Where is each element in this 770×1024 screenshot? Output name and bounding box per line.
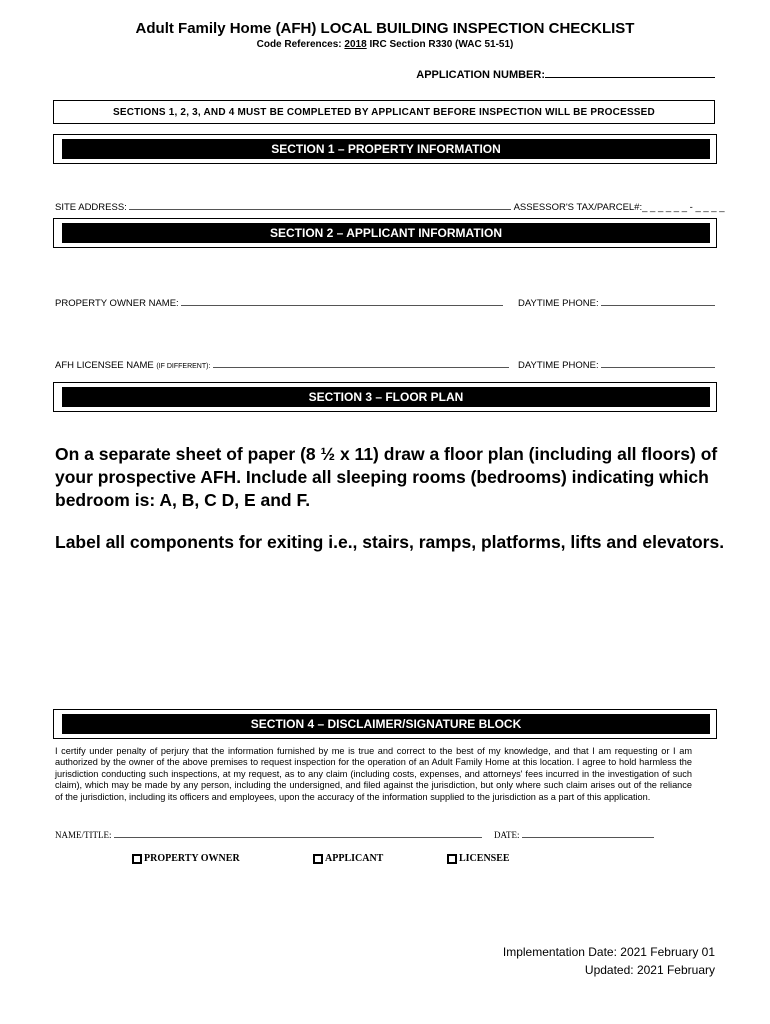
checkbox-applicant[interactable] <box>313 853 383 864</box>
licensee-field[interactable] <box>213 358 509 368</box>
section-1-heading: SECTION 1 – PROPERTY INFORMATION <box>62 139 710 159</box>
section-3-heading: SECTION 3 – FLOOR PLAN <box>62 387 710 407</box>
licensee-note: (IF DIFFERENT): <box>156 363 211 370</box>
owner-phone-label: DAYTIME PHONE: <box>518 298 599 309</box>
completion-notice: SECTIONS 1, 2, 3, AND 4 MUST BE COMPLETED BY APPLICANT BEFORE INSPECTION WILL BE PROCESSED <box>53 100 715 124</box>
property-owner-row <box>55 296 503 309</box>
updated-date: Updated: 2021 February <box>584 963 715 977</box>
date-label: DATE: <box>494 830 520 840</box>
code-references-suffix: IRC Section R330 (WAC 51-51) <box>366 39 514 50</box>
application-number-label: APPLICATION NUMBER: <box>416 69 545 81</box>
implementation-date: Implementation Date: 2021 February 01 <box>502 945 715 959</box>
licensee-phone-field[interactable] <box>601 358 715 368</box>
section-2-header <box>53 218 717 248</box>
owner-phone-row <box>518 296 715 309</box>
code-references <box>0 39 770 50</box>
name-title-field[interactable] <box>114 828 482 838</box>
section-4-heading: SECTION 4 – DISCLAIMER/SIGNATURE BLOCK <box>62 714 710 734</box>
section-1-header <box>53 134 717 164</box>
site-address-row <box>55 200 725 213</box>
site-address-field[interactable] <box>129 200 511 210</box>
checkbox-licensee-label: LICENSEE <box>459 853 510 864</box>
checkbox-property-owner[interactable] <box>132 853 240 864</box>
checkbox-square-icon[interactable] <box>132 854 142 864</box>
checkbox-applicant-label: APPLICANT <box>325 853 384 864</box>
licensee-label: AFH LICENSEE NAME <box>55 360 154 371</box>
checkbox-licensee[interactable] <box>447 853 510 864</box>
name-title-row <box>55 828 482 840</box>
site-address-label: SITE ADDRESS: <box>55 202 127 213</box>
code-references-prefix: Code References: <box>256 39 345 50</box>
exiting-instructions: Label all components for exiting i.e., stairs, ramps, platforms, lifts and elevators. <box>55 532 725 552</box>
checkbox-property-owner-label: PROPERTY OWNER <box>144 853 240 864</box>
application-number-field[interactable] <box>545 66 715 78</box>
assessor-parcel-label[interactable]: ASSESSOR'S TAX/PARCEL#:_ _ _ _ _ _ - _ _ _ _ <box>513 202 725 213</box>
disclaimer-text: I certify under penalty of perjury that the information furnished by me is true and correct to the best of my knowledge, and that I am requesting or I am authorized by the owner of the above premises to request inspection for the operation of an Adult Family Home at this location. I agree to hold harmless the jurisdiction conducting such inspections, at my request, as to any claim (including costs, expenses, and attorneys' fees incurred in the investigation of such claim), which may be made by any person, including the undersigned, and filed against the jurisdiction, but only where such claim arises out of the reliance of the jurisdiction, including its officers and employees, upon the accuracy of the information supplied to the jurisdiction as a part of this application. <box>55 746 692 802</box>
licensee-phone-row <box>518 358 715 371</box>
checkbox-square-icon[interactable] <box>313 854 323 864</box>
application-number <box>416 66 715 81</box>
section-2-heading: SECTION 2 – APPLICANT INFORMATION <box>62 223 710 243</box>
date-row <box>494 828 654 840</box>
floor-plan-instructions: On a separate sheet of paper (8 ½ x 11) draw a floor plan (including all floors) of your prospective AFH. Include all sleeping rooms (bedrooms) indicating which bedroom is: A, B, C D, E and F. <box>55 444 718 510</box>
name-title-label: NAME/TITLE: <box>55 830 112 840</box>
licensee-row <box>55 358 509 371</box>
page-title: Adult Family Home (AFH) LOCAL BUILDING INSPECTION CHECKLIST <box>135 20 635 37</box>
date-field[interactable] <box>522 828 654 838</box>
section-3-header <box>53 382 717 412</box>
checkbox-square-icon[interactable] <box>447 854 457 864</box>
code-year: 2018 <box>344 39 367 50</box>
section-4-header <box>53 709 717 739</box>
property-owner-field[interactable] <box>181 296 503 306</box>
licensee-phone-label: DAYTIME PHONE: <box>518 360 599 371</box>
property-owner-label: PROPERTY OWNER NAME: <box>55 298 179 309</box>
owner-phone-field[interactable] <box>601 296 715 306</box>
